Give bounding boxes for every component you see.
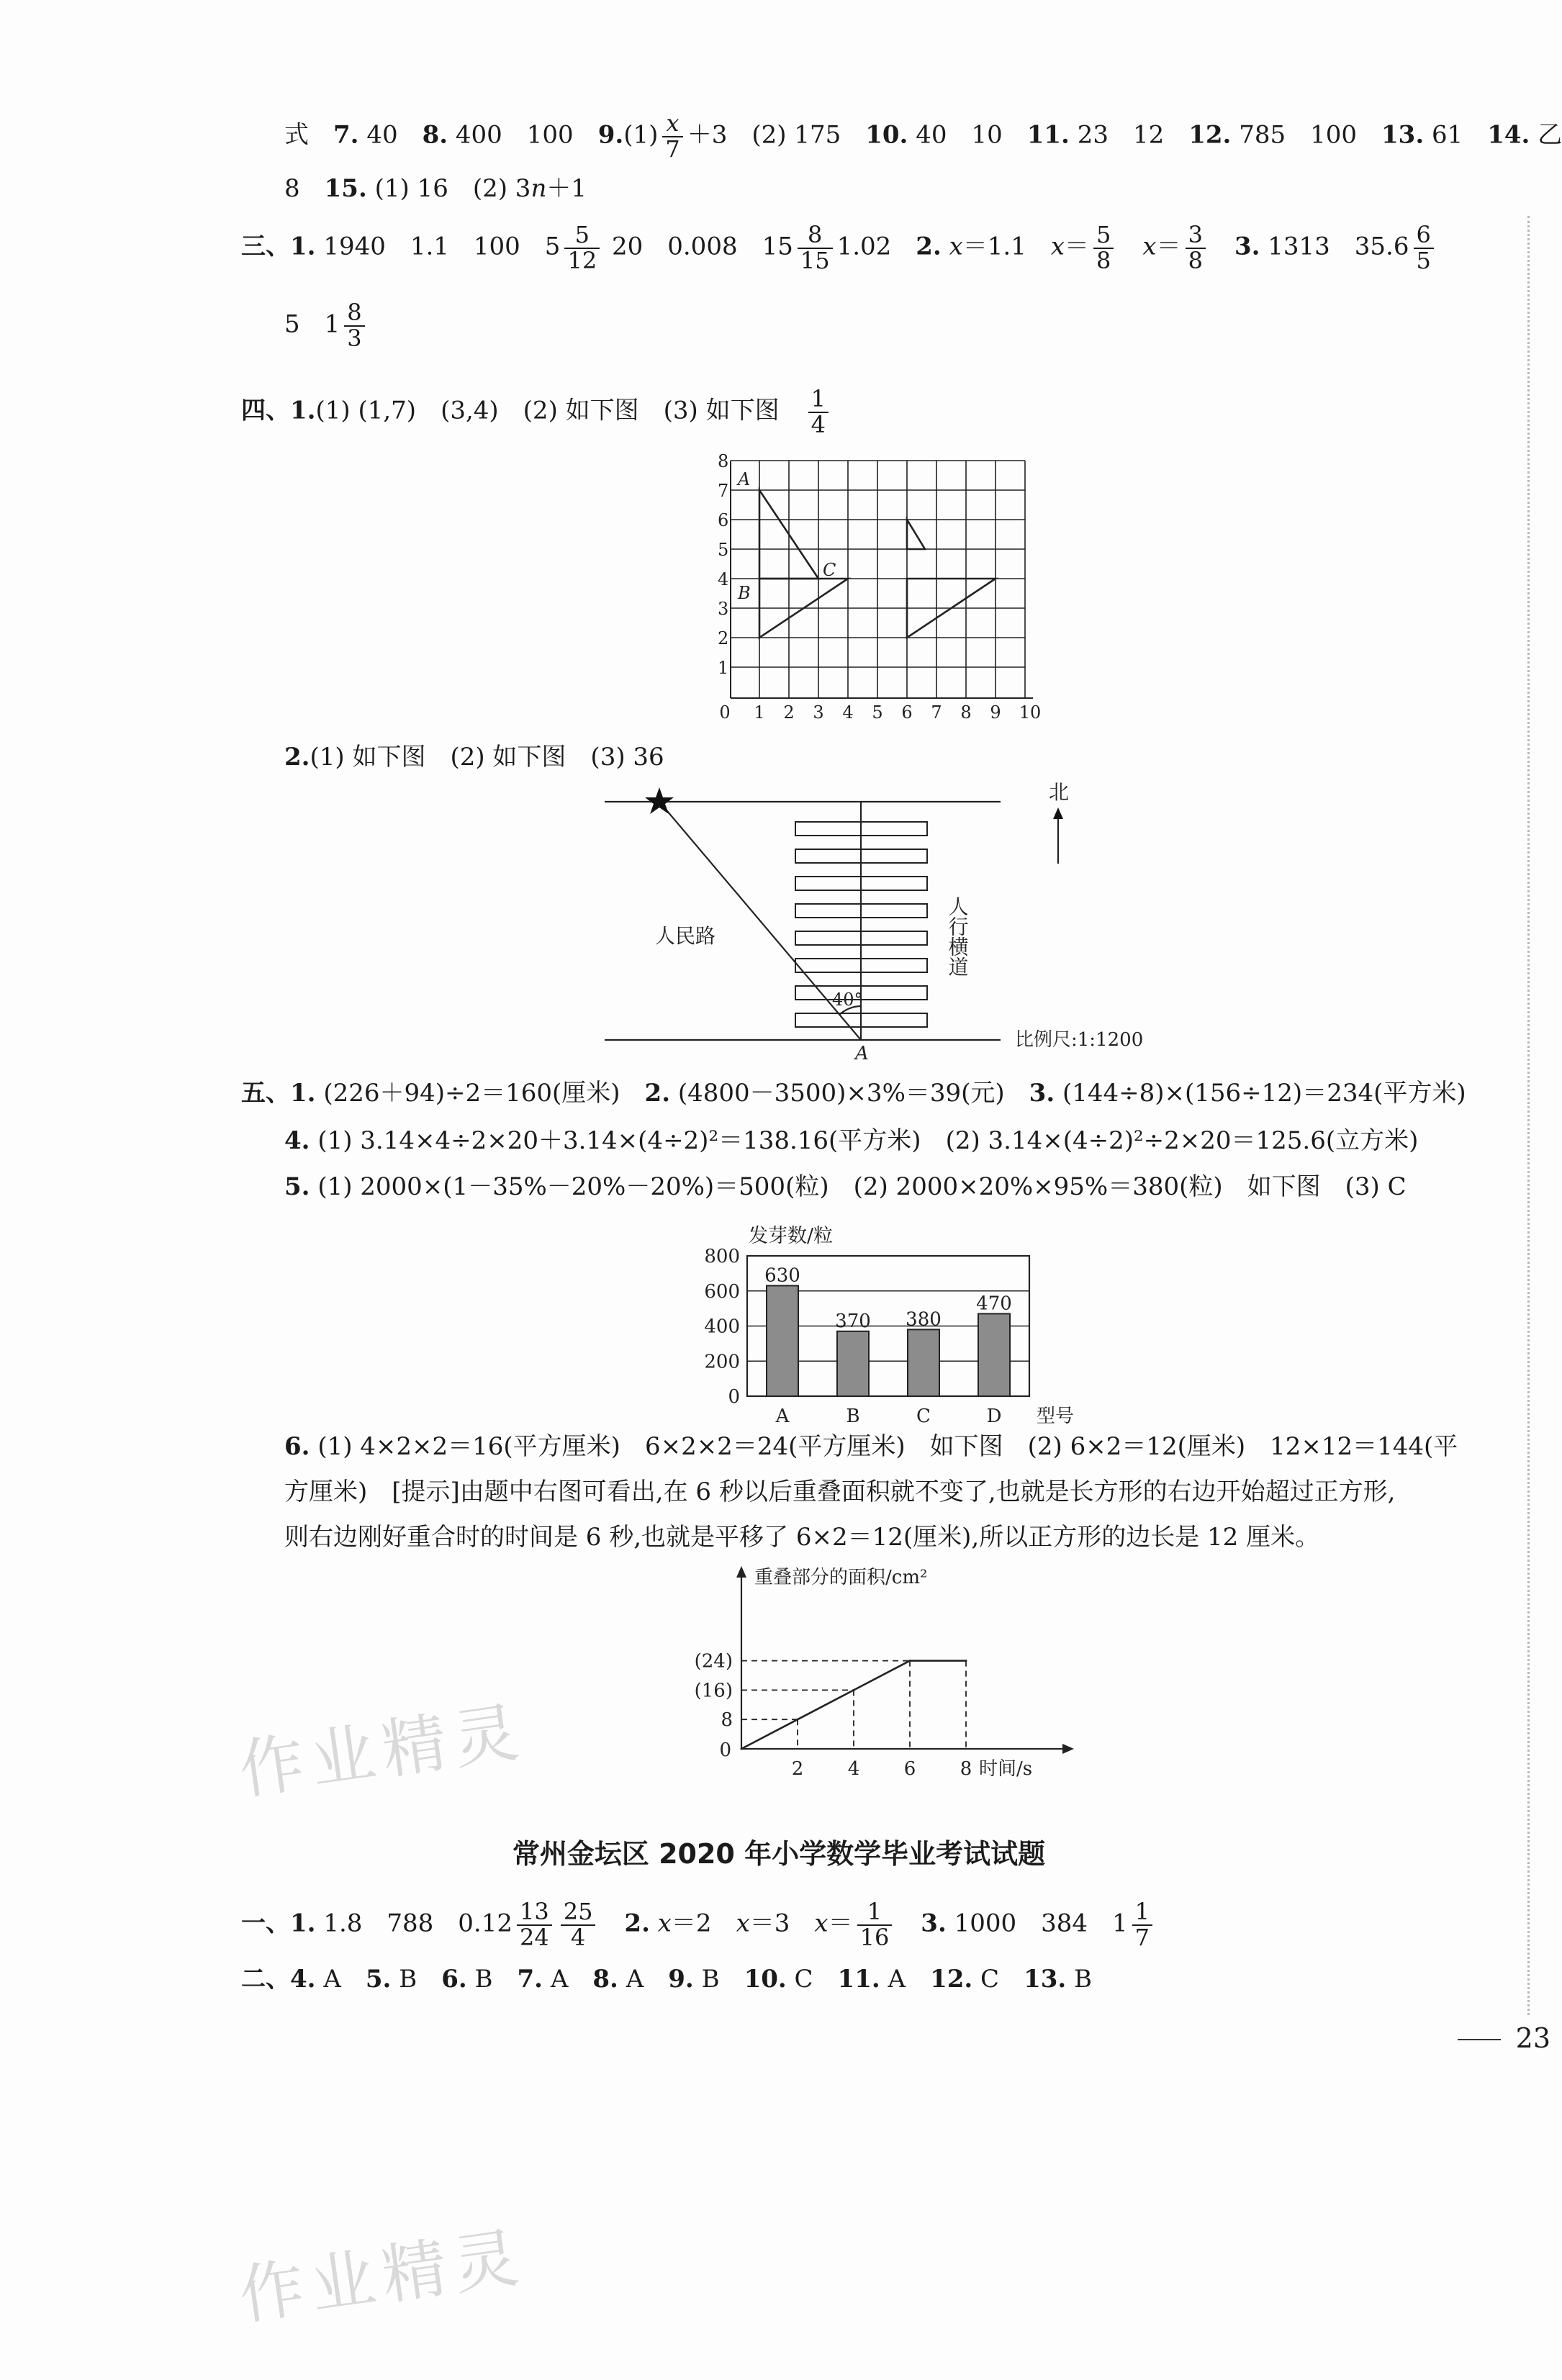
map-figure (590, 777, 1180, 1064)
x-axis-label: 时间/s (979, 1758, 1033, 1780)
x-tick-label: 6 (903, 1758, 916, 1780)
label-b: B (738, 583, 751, 603)
x-category-label: A (775, 1406, 790, 1427)
chart-title: 发芽数/粒 (749, 1225, 834, 1247)
data-point (853, 1689, 855, 1691)
section2-line1: 式 7. 40 8. 400 100 9.(1) $\frac{x}{7}$ ＋3 (2) 175 10. 40 10 11. 23 12 12. 785 100 13. 61 14. 乙 (284, 109, 1562, 163)
y-tick-label: 8 (721, 1709, 733, 1732)
y-tick-label: 200 (704, 1351, 740, 1373)
y-tick: 1 (718, 658, 729, 678)
y-axis-arrow-icon (736, 1566, 746, 1578)
label-c: C (823, 560, 836, 580)
star-icon (645, 787, 674, 814)
y-tick: 8 (718, 451, 729, 471)
x-tick-label: 4 (847, 1758, 860, 1780)
y-tick: 7 (718, 481, 729, 501)
x-axis-label: 型号 (1037, 1406, 1075, 1427)
north-label: 北 (1049, 780, 1070, 804)
x-category-label: B (846, 1406, 860, 1427)
x-tick: 6 (901, 702, 913, 723)
y-tick-label: 800 (704, 1246, 740, 1267)
fraction: $\frac{x}{7}$ (662, 112, 682, 161)
x-tick-label: 2 (791, 1758, 804, 1780)
watermark: 作业精灵 (234, 2219, 531, 2335)
x-tick: 9 (990, 702, 1001, 723)
section2-line2: 8 15. (1) 16 (2) 3n＋1 (284, 174, 587, 203)
page-number-dash (1458, 2039, 1501, 2040)
x-tick: 5 (872, 702, 883, 723)
bar-A (767, 1285, 798, 1396)
sightline (659, 802, 861, 1040)
y-tick: 3 (718, 599, 729, 619)
north-arrow-icon (1053, 807, 1063, 819)
bar-value-label: 630 (764, 1264, 800, 1287)
x-tick: 2 (783, 702, 795, 723)
origin-label: 0 (719, 1739, 731, 1761)
exam-title: 常州金坛区 2020 年小学数学毕业考试试题 (512, 1838, 1046, 1870)
scale-label: 比例尺:1:1200 (1015, 1029, 1144, 1051)
section5-line1: 五、1. (226＋94)÷2＝160(厘米) 2. (4800－3500)×3%＝39(元) 3. (144÷8)×(156÷12)＝234(平方米) (241, 1079, 1466, 1108)
crossing-label: 人行横道 (945, 896, 970, 977)
x-axis-arrow-icon (1062, 1744, 1074, 1754)
x-tick-label: 8 (960, 1758, 972, 1780)
bar-value-label: 470 (976, 1293, 1012, 1315)
exam-section2: 二、4. A 5. B 6. B 7. A 8. A 9. B 10. C 11. A 12. C 13. B (241, 1965, 1093, 1994)
triangle-reflected-small (907, 520, 925, 549)
y-tick-label: 0 (728, 1386, 740, 1408)
section4-line1: 四、1.(1) (1,7) (3,4) (2) 如下图 (3) 如下图 $\frac{1}{4}$ (241, 387, 833, 437)
coordinate-grid-figure (709, 446, 1055, 734)
x-tick: 3 (813, 702, 824, 723)
section5-line3: 5. (1) 2000×(1－35%－20%－20%)＝500(粒) (2) 2000×20%×95%＝380(粒) 如下图 (3) C (284, 1172, 1407, 1201)
x-tick: 8 (960, 702, 972, 723)
x-tick: 7 (931, 702, 942, 723)
section3-line2: 5 1 $\frac{8}{3}$ (284, 301, 369, 350)
y-tick-label: 400 (704, 1316, 740, 1338)
watermark: 作业精灵 (234, 1693, 531, 1809)
y-tick-label: (24) (694, 1650, 733, 1673)
x-tick: 4 (842, 702, 854, 723)
page-number: 23 (1515, 2022, 1550, 2054)
section5-line4: 6. (1) 4×2×2＝16(平方厘米) 6×2×2＝24(平方厘米) 如下图 (2) 6×2＝12(厘米) 12×12＝144(平 (284, 1432, 1458, 1461)
x-tick: 1 (754, 702, 765, 723)
section4-line2: 2.(1) 如下图 (2) 如下图 (3) 36 (284, 743, 664, 772)
bar-B (837, 1331, 869, 1396)
section3-line1: 三、1. 1940 1.1 100 5 $\frac{5}{12}$ 20 0.008 15 $\frac{8}{15}$ 1.02 2. x＝1.1 x＝ $\frac{5}{8}$ x＝ $\frac{3}{8}$ 3. 1313 35.6 $\frac{6}{5}$ (241, 223, 1438, 273)
data-point (797, 1719, 799, 1721)
y-tick-label: (16) (694, 1680, 733, 1702)
section5-line5: 方厘米) [提示]由题中右图可看出,在 6 秒以后重叠面积就不变了,也就是长方形的右边开始超过正方形, (284, 1478, 1396, 1506)
y-tick-label: 600 (704, 1280, 740, 1303)
label-a: A (738, 469, 751, 489)
bar-value-label: 380 (906, 1308, 942, 1331)
x-category-label: D (986, 1406, 1002, 1427)
data-point (909, 1660, 911, 1662)
y-tick: 4 (718, 569, 729, 589)
data-point (741, 1748, 743, 1750)
overlap-area-line-chart (662, 1555, 1109, 1785)
germination-bar-chart (684, 1216, 1087, 1432)
point-a-label: A (855, 1043, 869, 1064)
section5-line6: 则右边刚好重合时的时间是 6 秒,也就是平移了 6×2＝12(厘米),所以正方形的边长是 12 厘米。 (284, 1523, 1320, 1552)
bar-value-label: 370 (835, 1310, 871, 1332)
x-tick: 0 (719, 702, 731, 723)
exam-section1: 一、1. 1.8 788 0.12 $\frac{13}{24}$ $\frac{25}{4}$ 2. x＝2 x＝3 x＝ $\frac{1}{16}$ 3. 1000 384 1 $\frac{1}{7}$ (241, 1900, 1157, 1950)
section5-line2: 4. (1) 3.14×4÷2×20＋3.14×(4÷2)²＝138.16(平方米) (2) 3.14×(4÷2)²÷2×20＝125.6(立方米) (284, 1126, 1419, 1155)
y-tick: 6 (718, 510, 729, 530)
angle-label: 40° (832, 990, 863, 1010)
data-point (965, 1660, 967, 1662)
y-tick: 2 (718, 628, 729, 648)
y-tick: 5 (718, 540, 729, 560)
bar-D (978, 1313, 1010, 1396)
chart-title: 重叠部分的面积/cm² (754, 1567, 928, 1588)
page-edge-dotted-line (1527, 216, 1530, 2015)
x-tick: 10 (1019, 702, 1042, 723)
road-label: 人民路 (655, 924, 716, 948)
x-category-label: C (916, 1406, 931, 1427)
bar-C (908, 1329, 939, 1396)
